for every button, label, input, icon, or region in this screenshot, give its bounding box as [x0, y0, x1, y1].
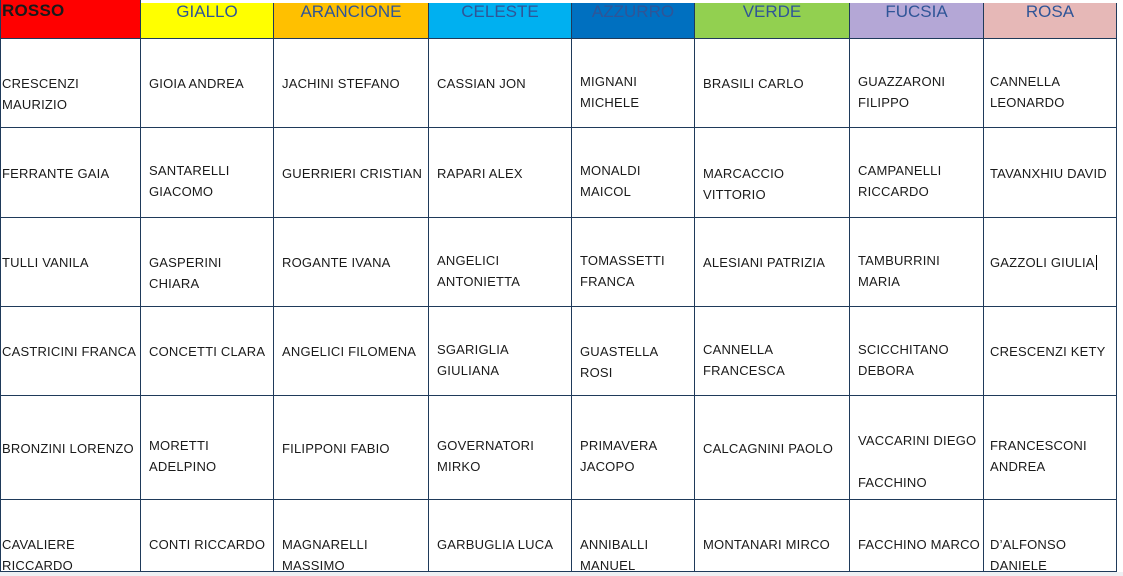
table-left-border	[0, 0, 1, 572]
cell-text: CONCETTI CLARA	[149, 344, 266, 359]
cell-text: TAVANXHIU DAVID	[990, 166, 1107, 181]
header-celeste[interactable]: CELESTE	[429, 3, 572, 39]
cell-text: GOVERNATORI MIRKO	[437, 438, 535, 474]
table-cell[interactable]	[850, 218, 984, 307]
table-cell[interactable]	[141, 39, 274, 128]
cell-text: JACHINI STEFANO	[282, 76, 400, 91]
cell-text: ANNIBALLI MANUEL	[580, 537, 649, 572]
cell-text: SCICCHITANO DEBORA	[858, 342, 949, 378]
header-fucsia[interactable]: FUCSIA	[850, 3, 984, 39]
table-cell[interactable]	[572, 500, 695, 572]
cell-text: ROGANTE IVANA	[282, 255, 391, 270]
cell-text: CRESCENZI MAURIZIO	[2, 76, 79, 112]
table-cell[interactable]	[274, 218, 429, 307]
cell-text: BRASILI CARLO	[703, 76, 804, 91]
table-cell[interactable]	[141, 128, 274, 218]
cell-text: MAGNARELLI MASSIMO	[282, 537, 368, 572]
table-cell[interactable]	[850, 500, 984, 572]
cell-text: RAPARI ALEX	[437, 166, 523, 181]
cell-text: FACCHINO MARCO	[858, 537, 980, 552]
cell-text: CASTRICINI FRANCA	[2, 344, 137, 359]
table-cell[interactable]	[572, 218, 695, 307]
table-cell[interactable]	[0, 396, 141, 500]
table-cell[interactable]	[429, 128, 572, 218]
cell-text: MONTANARI MIRCO	[703, 537, 830, 552]
cell-text: MARCACCIO VITTORIO	[703, 166, 785, 202]
table-cell[interactable]	[141, 218, 274, 307]
table-cell[interactable]	[429, 307, 572, 396]
text-cursor	[1096, 255, 1097, 270]
cell-text: BRONZINI LORENZO	[2, 441, 134, 456]
cell-text: CRESCENZI KETY	[990, 344, 1106, 359]
table-cell[interactable]	[572, 128, 695, 218]
cell-text: CANNELLA FRANCESCA	[703, 342, 785, 378]
cell-text: GARBUGLIA LUCA	[437, 537, 554, 552]
table-cell[interactable]	[695, 39, 850, 128]
scrollbar-track[interactable]	[0, 572, 1123, 576]
header-azzurro[interactable]: AZZURRO	[572, 3, 695, 39]
cell-text: CAMPANELLI RICCARDO	[858, 163, 942, 199]
table-cell[interactable]	[429, 218, 572, 307]
table-cell[interactable]	[572, 39, 695, 128]
cell-text: MIGNANI MICHELE	[580, 74, 640, 110]
cell-text-with-caret	[990, 252, 1116, 273]
cell-text: FILIPPONI FABIO	[282, 441, 390, 456]
table-cell[interactable]	[695, 396, 850, 500]
table-cell[interactable]	[274, 396, 429, 500]
table-cell[interactable]	[695, 128, 850, 218]
cell-text: VACCARINI DIEGO FACCHINO	[858, 433, 977, 490]
table-cell[interactable]	[0, 39, 141, 128]
cell-text: ANGELICI FILOMENA	[282, 344, 417, 359]
cell-text: CALCAGNINI PAOLO	[703, 441, 834, 456]
cell-text: CASSIAN JON	[437, 76, 526, 91]
cell-text: ANGELICI ANTONIETTA	[437, 253, 521, 289]
table-cell[interactable]	[984, 128, 1117, 218]
cell-text: PRIMAVERA JACOPO	[580, 438, 658, 474]
cell-text: CANNELLA LEONARDO	[990, 74, 1065, 110]
header-rosa[interactable]: ROSA	[984, 3, 1117, 39]
cell-text: GUAZZARONI FILIPPO	[858, 74, 946, 110]
header-arancione[interactable]: ARANCIONE	[274, 3, 429, 39]
cell-text: CAVALIERE RICCARDO	[2, 537, 75, 572]
cell-text: TOMASSETTI FRANCA	[580, 253, 665, 289]
cell-text: CONTI RICCARDO	[149, 537, 266, 552]
cell-text: D’ALFONSO DANIELE	[990, 537, 1067, 572]
table-cell[interactable]	[274, 307, 429, 396]
cell-text: MORETTI ADELPINO	[149, 438, 217, 474]
table-cell[interactable]	[850, 307, 984, 396]
table-cell[interactable]	[429, 39, 572, 128]
table-cell[interactable]	[695, 500, 850, 572]
table-cell[interactable]	[0, 500, 141, 572]
cell-text: GASPERINI CHIARA	[149, 255, 222, 291]
cell-text: SGARIGLIA GIULIANA	[437, 342, 509, 378]
cell-text: GIOIA ANDREA	[149, 76, 244, 91]
table-cell[interactable]	[429, 500, 572, 572]
cell-text: SANTARELLI GIACOMO	[149, 163, 230, 199]
table-cell[interactable]	[274, 39, 429, 128]
table-cell[interactable]	[141, 307, 274, 396]
cell-text: FERRANTE GAIA	[2, 166, 110, 181]
table-cell[interactable]	[141, 500, 274, 572]
table-cell[interactable]	[984, 396, 1117, 500]
header-rosso[interactable]: ROSSO	[0, 0, 141, 39]
table-cell[interactable]	[984, 307, 1117, 396]
table-cell-active[interactable]	[984, 218, 1117, 307]
table-cell[interactable]	[0, 218, 141, 307]
table-cell[interactable]	[695, 218, 850, 307]
table-cell[interactable]	[572, 307, 695, 396]
cell-text: FRANCESCONI ANDREA	[990, 438, 1087, 474]
table-cell[interactable]	[984, 500, 1117, 572]
cell-text: GUERRIERI CRISTIAN	[282, 166, 423, 181]
table-cell[interactable]	[274, 500, 429, 572]
cell-text: GAZZOLI GIULIA	[990, 255, 1095, 270]
header-verde[interactable]: VERDE	[695, 3, 850, 39]
cell-text: MONALDI MAICOL	[580, 163, 641, 199]
table-cell[interactable]	[0, 128, 141, 218]
header-giallo[interactable]: GIALLO	[141, 3, 274, 39]
table-cell[interactable]	[850, 128, 984, 218]
table-cell[interactable]	[141, 396, 274, 500]
table-cell[interactable]	[850, 396, 984, 500]
table-cell[interactable]	[984, 39, 1117, 128]
table-cell[interactable]	[0, 307, 141, 396]
table-cell[interactable]	[850, 39, 984, 128]
table-cell[interactable]	[572, 396, 695, 500]
cell-text: TAMBURRINI MARIA	[858, 253, 940, 289]
table-cell[interactable]	[274, 128, 429, 218]
cell-text: GUASTELLA ROSI	[580, 344, 658, 380]
cell-text: ALESIANI PATRIZIA	[703, 255, 826, 270]
table-cell[interactable]	[429, 396, 572, 500]
table-cell[interactable]	[695, 307, 850, 396]
cell-text: TULLI VANILA	[2, 255, 89, 270]
